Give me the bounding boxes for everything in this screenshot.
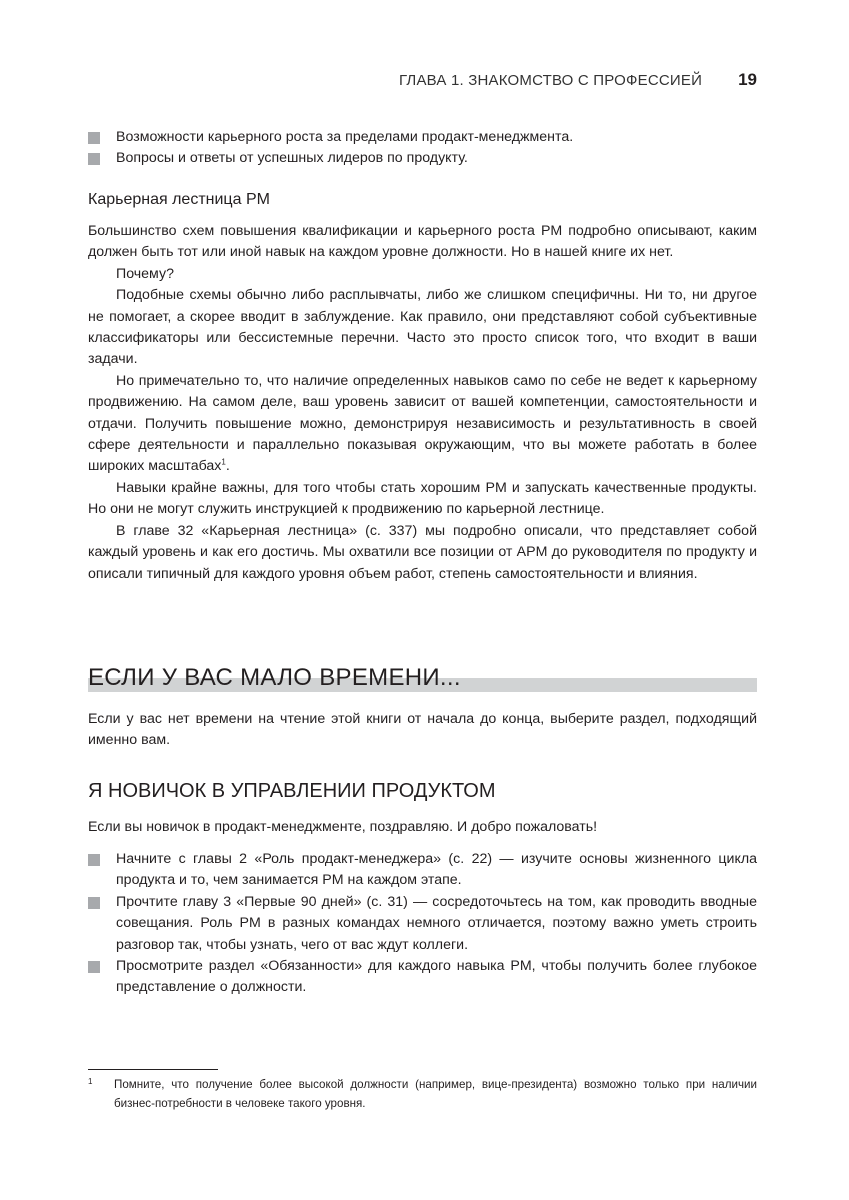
paragraph: Подобные схемы обычно либо расплывчаты, либо же слишком специфичны. Ни то, ни другое не помогает, а скорее вводит в заблуждение. Как правило, они представляют собой субъективные классификаторы или бессистемные перечни. Часто это просто список того, что входит в ваши задачи.: [88, 287, 757, 368]
square-bullet-icon: [88, 897, 100, 909]
novice-intro: [88, 817, 757, 838]
square-bullet-icon: [88, 132, 100, 144]
novice-heading: Я НОВИЧОК В УПРАВЛЕНИИ ПРОДУКТОМ: [88, 780, 496, 802]
square-bullet-icon: [88, 961, 100, 973]
page-number: 19: [738, 70, 757, 89]
novice-bullet-list: [88, 849, 757, 999]
paragraph: Но примечательно то, что наличие определенных навыков само по себе не ведет к карьерному продвижению. На самом деле, ваш уровень зависит от вашей компетенции, самостоятельности и отдачи. Получить повышение можно, демонстрируя независимость и результативность в своей сфере деятельности и параллельно показывая окружающим, что вы можете работать в более широких масштабах$^1$.: [88, 372, 757, 475]
short-time-text: [88, 709, 757, 752]
list-item: [88, 956, 757, 999]
career-ladder-text: [88, 221, 757, 585]
paragraph-text: Но примечательно то, что наличие определенных навыков само по себе не ведет к карьерному продвижению. На самом деле, ваш уровень зависит от вашей компетенции, самостоятельности и отдачи. Получить повышение можно, демонстрируя независимость и результативность в своей сфере деятельности и параллельно показывая окружающим, что вы можете работать в более широких масштабах: [88, 372, 757, 475]
short-time-heading-block: [88, 664, 757, 698]
list-item: [88, 892, 757, 956]
list-item-text: Просмотрите раздел «Обязанности» для каждого навыка PM, чтобы получить более глубокое представление о должности.: [116, 958, 757, 996]
footnote-divider: [88, 1069, 218, 1070]
intro-bullet-list: [88, 127, 757, 170]
footnote-text: Помните, что получение более высокой должности (например, вице-президента) возможно только при наличии бизнес-потребности в человеке такого уровня.: [114, 1078, 757, 1110]
footnote: [88, 1075, 757, 1113]
running-title: ГЛАВА 1. ЗНАКОМСТВО С ПРОФЕССИЕЙ: [398, 72, 703, 89]
paragraph: Если вы новичок в продакт-менеджменте, поздравляю. И добро пожаловать!: [88, 819, 598, 835]
career-ladder-heading: Карьерная лестница PM: [88, 191, 270, 208]
square-bullet-icon: [88, 854, 100, 866]
square-bullet-icon: [88, 153, 100, 165]
paragraph: Навыки крайне важны, для того чтобы стать хорошим PM и запускать качественные продукты. Но они не могут служить инструкцией к продвижению по карьерной лестнице.: [88, 479, 757, 518]
list-item: [88, 849, 757, 892]
list-item-text: Начните с главы 2 «Роль продакт-менеджера» (с. 22) — изучите основы жизненного цикла продукта и то, чем занимается PM на каждом этапе.: [116, 851, 757, 889]
list-item: [88, 148, 757, 169]
list-item-text: Вопросы и ответы от успешных лидеров по продукту.: [116, 150, 468, 167]
running-header: [399, 70, 757, 90]
paragraph: Большинство схем повышения квалификации и карьерного роста PM подробно описывают, каким должен быть тот или иной навык на каждом уровне должности. Но в нашей книге их нет.: [88, 223, 757, 261]
short-time-heading: ЕСЛИ У ВАС МАЛО ВРЕМЕНИ...: [88, 664, 461, 691]
footnote-reference[interactable]: 1: [221, 457, 226, 467]
footnote-number: 1: [88, 1077, 93, 1086]
paragraph: Почему?: [116, 265, 174, 282]
list-item: [88, 127, 757, 148]
paragraph: В главе 32 «Карьерная лестница» (с. 337) мы подробно описали, что представляет собой каждый уровень и как его достичь. Мы охватили все позиции от APM до руководителя по продукту и описали типичный для каждого уровня объем работ, степень самостоятельности и влияния.: [88, 522, 757, 582]
list-item-text: Прочтите главу 3 «Первые 90 дней» (с. 31) — сосредоточьтесь на том, как проводить вводные совещания. Роль PM в разных командах немного отличается, поэтому важно уметь строить разговор так, чтобы узнать, чего от вас ждут коллеги.: [116, 893, 757, 953]
paragraph: Если у вас нет времени на чтение этой книги от начала до конца, выберите раздел, подходящий именно вам.: [88, 711, 757, 749]
list-item-text: Возможности карьерного роста за пределами продакт-менеджмента.: [116, 129, 574, 145]
